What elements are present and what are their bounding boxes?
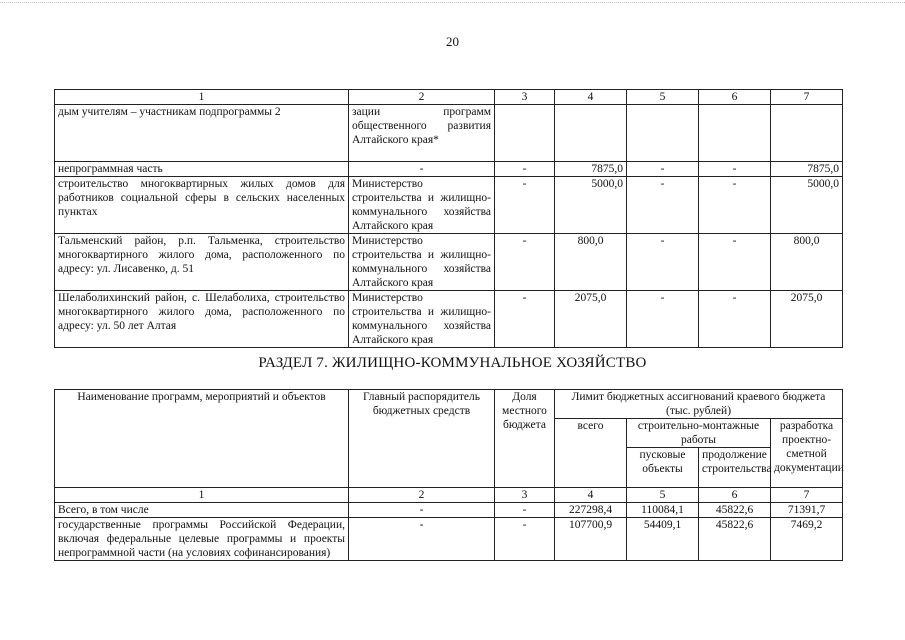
col-num: 2 <box>349 488 495 503</box>
header-name: Наименование программ, мероприятий и объектов <box>55 390 349 488</box>
col-num: 5 <box>627 90 699 105</box>
table-row: строительство многоквартирных жилых домов для работников социальной сферы в сельских населенных пунктах Министерство строительства и жилищно-коммунального хозяйства Алтайского края - 5000,0 - - 5000,0 <box>55 177 843 234</box>
row-name: государственные программы Российской Федерации, включая федеральные целевые программы и проекты непрограммной части (на условиях софинансирования) <box>55 518 349 561</box>
row-org: зации программ общественного развития Алтайского края* <box>349 105 495 162</box>
table-row: государственные программы Российской Федерации, включая федеральные целевые программы и проекты непрограммной части (на условиях софинансирования) - - 107700,9 54409,1 45822,6 7469,2 <box>55 518 843 561</box>
header-local-share: Доля местного бюджета <box>495 390 555 488</box>
section-title: РАЗДЕЛ 7. ЖИЛИЩНО-КОММУНАЛЬНОЕ ХОЗЯЙСТВО <box>258 355 647 371</box>
col-num: 3 <box>495 488 555 503</box>
row-name: непрограммная часть <box>55 162 349 177</box>
col-num: 5 <box>627 488 699 503</box>
col-num: 7 <box>771 488 843 503</box>
row-name: Тальменский район, р.п. Тальменка, строительство многоквартирного жилого дома, расположенного по адресу: ул. Лисавенко, д. 51 <box>55 234 349 291</box>
col-num: 1 <box>55 90 349 105</box>
row-org: - <box>349 162 495 177</box>
row-name: Всего, в том числе <box>55 503 349 518</box>
header-launch: пусковые объекты <box>627 448 699 488</box>
table-row: непрограммная часть - - 7875,0 - - 7875,0 <box>55 162 843 177</box>
row-org: - <box>349 518 495 561</box>
header-continue: продолжение строительства <box>699 448 771 488</box>
col-num: 6 <box>699 90 771 105</box>
header-total: всего <box>555 419 627 488</box>
row-org: Министерство строительства и жилищно-коммунального хозяйства Алтайского края <box>349 291 495 348</box>
row-org: - <box>349 503 495 518</box>
column-number-row <box>55 90 843 105</box>
col-num: 2 <box>349 90 495 105</box>
header-design: разработка проектно-сметной документации <box>771 419 843 488</box>
header-limit: Лимит бюджетных ассигнований краевого бюджета (тыс. рублей) <box>555 390 843 419</box>
budget-table-continued <box>54 89 843 348</box>
header-smr: строительно-монтажные работы <box>627 419 771 448</box>
scan-edge-artifact <box>0 2 905 5</box>
table-row: Тальменский район, р.п. Тальменка, строительство многоквартирного жилого дома, расположенного по адресу: ул. Лисавенко, д. 51 Министерство строительства и жилищно-коммунального хозяйства Алтайского края - 800,0 - - 800,0 <box>55 234 843 291</box>
header-org: Главный распорядитель бюджетных средств <box>349 390 495 488</box>
col-num: 7 <box>771 90 843 105</box>
page-number: 20 <box>446 34 459 49</box>
col-num: 4 <box>555 90 627 105</box>
col-num: 6 <box>699 488 771 503</box>
table-row: Шелаболихинский район, с. Шелаболиха, строительство многоквартирного жилого дома, расположенного по адресу: ул. 50 лет Алтая Министерство строительства и жилищно-коммунального хозяйства Алтайского края - 2075,0 - - 2075,0 <box>55 291 843 348</box>
col-num: 4 <box>555 488 627 503</box>
table-row <box>55 105 843 162</box>
col-num: 1 <box>55 488 349 503</box>
row-org: Министерство строительства и жилищно-коммунального хозяйства Алтайского края <box>349 177 495 234</box>
column-number-row <box>55 488 843 503</box>
row-org: Министерство строительства и жилищно-коммунального хозяйства Алтайского края <box>349 234 495 291</box>
header-row <box>55 390 843 419</box>
row-name: Шелаболихинский район, с. Шелаболиха, строительство многоквартирного жилого дома, расположенного по адресу: ул. 50 лет Алтая <box>55 291 349 348</box>
housing-budget-table <box>54 389 843 561</box>
row-name: строительство многоквартирных жилых домов для работников социальной сферы в сельских населенных пунктах <box>55 177 349 234</box>
row-name: дым учителям – участникам подпрограммы 2 <box>55 105 349 162</box>
col-num: 3 <box>495 90 555 105</box>
table-row: Всего, в том числе - - 227298,4 110084,1 45822,6 71391,7 <box>55 503 843 518</box>
